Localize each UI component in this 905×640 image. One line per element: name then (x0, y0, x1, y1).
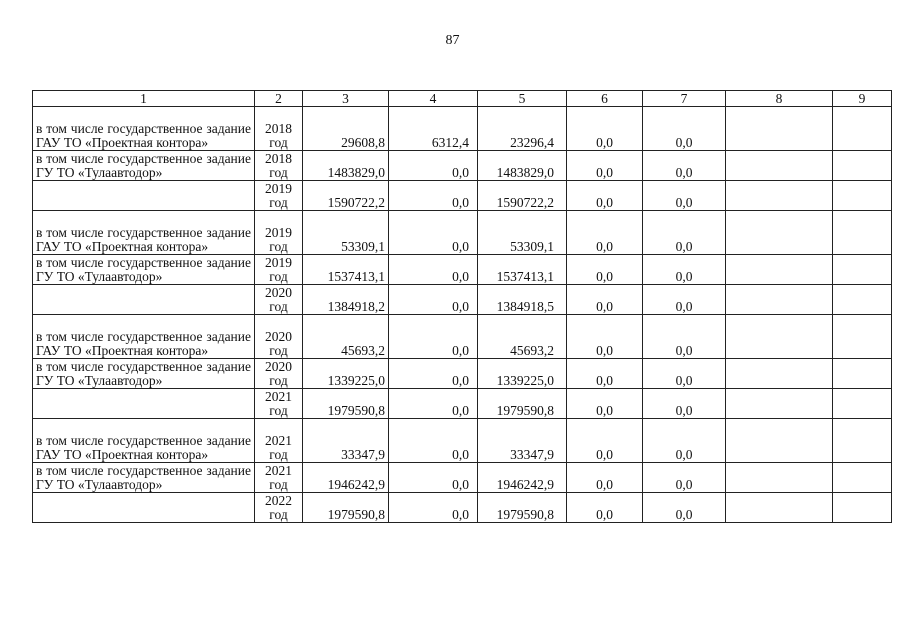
row-description: в том числе государственное задание ГУ ТО «Тулаавтодор» (33, 151, 255, 181)
cell-col-4: 0,0 (389, 181, 478, 211)
year-value: 2018 (265, 121, 292, 136)
header-row (33, 91, 892, 107)
cell-col-3: 1979590,8 (303, 389, 389, 419)
table-row (33, 151, 892, 181)
table-row (33, 359, 892, 389)
column-header-9: 9 (833, 91, 892, 107)
cell-col-3: 29608,8 (303, 107, 389, 151)
row-year (255, 285, 303, 315)
cell-col-9 (833, 463, 892, 493)
cell-col-6: 0,0 (567, 315, 643, 359)
cell-col-5: 1590722,2 (478, 181, 567, 211)
row-description (33, 181, 255, 211)
cell-col-6: 0,0 (567, 419, 643, 463)
row-description (33, 493, 255, 523)
cell-col-6: 0,0 (567, 359, 643, 389)
cell-col-8 (726, 315, 833, 359)
cell-col-3: 1537413,1 (303, 255, 389, 285)
cell-col-3: 53309,1 (303, 211, 389, 255)
cell-col-8 (726, 419, 833, 463)
cell-col-8 (726, 211, 833, 255)
row-description: в том числе государственное задание ГАУ ТО «Проектная контора» (33, 211, 255, 255)
cell-col-7: 0,0 (643, 107, 726, 151)
row-year (255, 255, 303, 285)
cell-col-6: 0,0 (567, 389, 643, 419)
cell-col-5: 45693,2 (478, 315, 567, 359)
year-value: 2021 (265, 389, 292, 404)
year-unit: год (269, 269, 288, 284)
cell-col-9 (833, 211, 892, 255)
cell-col-7: 0,0 (643, 255, 726, 285)
cell-col-7: 0,0 (643, 285, 726, 315)
year-value: 2021 (265, 433, 292, 448)
year-unit: год (269, 447, 288, 462)
row-description: в том числе государственное задание ГУ ТО «Тулаавтодор» (33, 463, 255, 493)
cell-col-5: 33347,9 (478, 419, 567, 463)
table-row (33, 181, 892, 211)
row-year (255, 493, 303, 523)
cell-col-7: 0,0 (643, 389, 726, 419)
table-row (33, 419, 892, 463)
row-year (255, 151, 303, 181)
cell-col-9 (833, 107, 892, 151)
year-value: 2021 (265, 463, 292, 478)
cell-col-8 (726, 389, 833, 419)
cell-col-4: 0,0 (389, 285, 478, 315)
cell-col-7: 0,0 (643, 181, 726, 211)
cell-col-7: 0,0 (643, 315, 726, 359)
cell-col-4: 6312,4 (389, 107, 478, 151)
cell-col-9 (833, 359, 892, 389)
row-description (33, 285, 255, 315)
cell-col-7: 0,0 (643, 419, 726, 463)
table-row (33, 211, 892, 255)
cell-col-5: 1946242,9 (478, 463, 567, 493)
year-unit: год (269, 195, 288, 210)
cell-col-8 (726, 285, 833, 315)
cell-col-4: 0,0 (389, 419, 478, 463)
year-unit: год (269, 373, 288, 388)
cell-col-9 (833, 181, 892, 211)
year-unit: год (269, 477, 288, 492)
cell-col-3: 45693,2 (303, 315, 389, 359)
cell-col-9 (833, 315, 892, 359)
table-row (33, 285, 892, 315)
cell-col-6: 0,0 (567, 181, 643, 211)
year-value: 2020 (265, 285, 292, 300)
cell-col-8 (726, 107, 833, 151)
cell-col-3: 1946242,9 (303, 463, 389, 493)
cell-col-6: 0,0 (567, 285, 643, 315)
column-header-8: 8 (726, 91, 833, 107)
row-description: в том числе государственное задание ГУ ТО «Тулаавтодор» (33, 359, 255, 389)
cell-col-6: 0,0 (567, 151, 643, 181)
table-row (33, 463, 892, 493)
row-year (255, 359, 303, 389)
cell-col-9 (833, 285, 892, 315)
year-value: 2019 (265, 225, 292, 240)
year-value: 2019 (265, 255, 292, 270)
cell-col-5: 53309,1 (478, 211, 567, 255)
row-description: в том числе государственное задание ГАУ ТО «Проектная контора» (33, 107, 255, 151)
row-description (33, 389, 255, 419)
cell-col-5: 1979590,8 (478, 493, 567, 523)
cell-col-6: 0,0 (567, 107, 643, 151)
cell-col-9 (833, 419, 892, 463)
cell-col-4: 0,0 (389, 315, 478, 359)
year-value: 2020 (265, 329, 292, 344)
cell-col-4: 0,0 (389, 493, 478, 523)
cell-col-6: 0,0 (567, 493, 643, 523)
year-value: 2018 (265, 151, 292, 166)
row-year (255, 181, 303, 211)
row-description: в том числе государственное задание ГУ ТО «Тулаавтодор» (33, 255, 255, 285)
cell-col-7: 0,0 (643, 151, 726, 181)
cell-col-4: 0,0 (389, 151, 478, 181)
cell-col-6: 0,0 (567, 255, 643, 285)
cell-col-5: 1483829,0 (478, 151, 567, 181)
column-header-5: 5 (478, 91, 567, 107)
column-header-3: 3 (303, 91, 389, 107)
cell-col-9 (833, 493, 892, 523)
row-year (255, 463, 303, 493)
table-row (33, 389, 892, 419)
cell-col-8 (726, 151, 833, 181)
column-header-2: 2 (255, 91, 303, 107)
year-value: 2022 (265, 493, 292, 508)
cell-col-7: 0,0 (643, 359, 726, 389)
cell-col-7: 0,0 (643, 493, 726, 523)
cell-col-9 (833, 151, 892, 181)
budget-table (32, 90, 892, 523)
cell-col-8 (726, 493, 833, 523)
cell-col-4: 0,0 (389, 359, 478, 389)
table-row (33, 107, 892, 151)
table-row (33, 315, 892, 359)
year-unit: год (269, 239, 288, 254)
row-year (255, 211, 303, 255)
cell-col-6: 0,0 (567, 211, 643, 255)
table-row (33, 255, 892, 285)
column-header-1: 1 (33, 91, 255, 107)
row-year (255, 419, 303, 463)
cell-col-9 (833, 255, 892, 285)
column-header-7: 7 (643, 91, 726, 107)
row-description: в том числе государственное задание ГАУ ТО «Проектная контора» (33, 419, 255, 463)
cell-col-3: 33347,9 (303, 419, 389, 463)
cell-col-5: 1384918,5 (478, 285, 567, 315)
cell-col-5: 1537413,1 (478, 255, 567, 285)
column-header-6: 6 (567, 91, 643, 107)
cell-col-8 (726, 463, 833, 493)
cell-col-4: 0,0 (389, 255, 478, 285)
year-unit: год (269, 343, 288, 358)
year-unit: год (269, 299, 288, 314)
row-year (255, 389, 303, 419)
row-description: в том числе государственное задание ГАУ ТО «Проектная контора» (33, 315, 255, 359)
year-value: 2020 (265, 359, 292, 374)
year-unit: год (269, 403, 288, 418)
row-year (255, 107, 303, 151)
cell-col-4: 0,0 (389, 463, 478, 493)
cell-col-7: 0,0 (643, 211, 726, 255)
cell-col-3: 1384918,2 (303, 285, 389, 315)
cell-col-5: 1339225,0 (478, 359, 567, 389)
cell-col-3: 1979590,8 (303, 493, 389, 523)
cell-col-4: 0,0 (389, 211, 478, 255)
year-unit: год (269, 507, 288, 522)
page-number: 87 (445, 33, 460, 48)
column-header-4: 4 (389, 91, 478, 107)
cell-col-3: 1339225,0 (303, 359, 389, 389)
cell-col-8 (726, 181, 833, 211)
cell-col-4: 0,0 (389, 389, 478, 419)
table-body (33, 107, 892, 523)
row-year (255, 315, 303, 359)
table-row (33, 493, 892, 523)
cell-col-8 (726, 255, 833, 285)
cell-col-5: 1979590,8 (478, 389, 567, 419)
cell-col-7: 0,0 (643, 463, 726, 493)
cell-col-6: 0,0 (567, 463, 643, 493)
cell-col-5: 23296,4 (478, 107, 567, 151)
year-unit: год (269, 135, 288, 150)
cell-col-3: 1483829,0 (303, 151, 389, 181)
cell-col-3: 1590722,2 (303, 181, 389, 211)
year-value: 2019 (265, 181, 292, 196)
cell-col-9 (833, 389, 892, 419)
cell-col-8 (726, 359, 833, 389)
year-unit: год (269, 165, 288, 180)
